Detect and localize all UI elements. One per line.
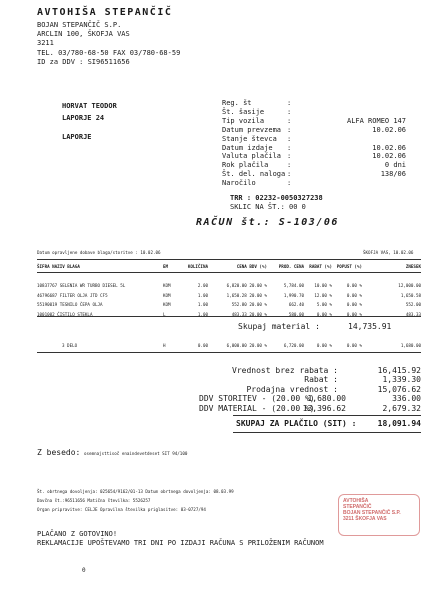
detail-colon: : <box>287 179 292 188</box>
payment-note: PLAČANO Z GOTOVINO! <box>37 530 118 538</box>
company-phone: TEL. 03/780-68-50 FAX 03/780-68-59 <box>37 49 181 57</box>
labor-cell: 0.00 % <box>346 343 362 348</box>
table-cell: 552.00 <box>405 302 421 308</box>
stamp-line: STEPANČIČ <box>343 504 372 510</box>
table-cell: 10837767 SELENIA WR TURBO DIESEL 5L <box>37 283 126 288</box>
detail-label: Datum izdaje <box>222 143 273 152</box>
company-stamp <box>338 494 420 536</box>
detail-label: Št. šasije <box>222 107 265 116</box>
labor-cell: 0.00 <box>197 343 208 348</box>
table-cell: 2.00 <box>197 283 208 288</box>
subtotal-label: Skupaj material : <box>238 322 320 331</box>
vat-base: 13,396.62 <box>302 403 346 413</box>
total-value: 16,415.92 <box>377 366 421 375</box>
detail-colon: : <box>287 116 292 125</box>
delivery-place-date: ŠKOFJA VAS, 10.02.06 <box>363 250 414 255</box>
detail-value: 0 dni <box>384 161 406 170</box>
table-cell: 1001002 ČISTILO STEKLA <box>37 311 93 317</box>
table-cell: KOM <box>163 292 171 298</box>
trr-account: TRR : 02232-0050327238 <box>230 194 323 202</box>
page-number: 0 <box>82 567 86 574</box>
labor-cell: 6,720.00 <box>283 343 304 348</box>
company-vat-id: ID za DDV : SI96511656 <box>37 58 130 66</box>
table-cell: 1.00 <box>197 292 208 298</box>
delivery-date-note: Datum opravljene dobave blaga/storitve : 10.02.06 <box>37 250 161 255</box>
detail-value: 138/06 <box>380 170 406 179</box>
detail-label: Valuta plačila <box>222 152 282 161</box>
company-address: ARCLIN 100, ŠKOFJA VAS <box>37 30 130 38</box>
column-header: EM <box>163 264 169 269</box>
column-header: CENA BDV (%) <box>236 264 267 269</box>
total-label: Prodajna vrednost : <box>246 384 338 394</box>
total-value: 336.00 <box>392 394 421 404</box>
table-cell: 0.00 % <box>346 302 362 308</box>
detail-label: Št. del. naloga <box>222 170 286 179</box>
stamp-line: 3211 ŠKOFJA VAS <box>343 516 387 522</box>
labor-cell: 1,680.00 <box>400 343 421 348</box>
total-value: 15,076.62 <box>377 384 421 394</box>
table-cell: KOM <box>163 283 171 288</box>
column-header: ŠIFRA NAZIV BLAGA <box>37 264 80 269</box>
customer-street: LAPORJE 24 <box>62 114 105 122</box>
detail-colon: : <box>287 107 292 116</box>
customer-city: LAPORJE <box>62 133 92 141</box>
grand-total-label: SKUPAJ ZA PLAČILO (SIT) : <box>236 419 357 428</box>
table-cell: 46796687 FILTER OLJA JTD CF5 <box>37 292 108 298</box>
total-label: Vrednost brez rabata : <box>232 366 338 375</box>
detail-colon: : <box>287 143 292 152</box>
table-cell: 0.00 % <box>316 311 332 317</box>
table-cell: 12,000.00 <box>398 283 421 288</box>
column-header: ZNESEK <box>405 264 421 269</box>
detail-colon: : <box>287 134 292 143</box>
table-cell: 0.00 % <box>346 283 362 288</box>
company-owner: BOJAN STEPANČIČ S.P. <box>37 21 122 29</box>
detail-label: Datum prevzema <box>222 125 282 134</box>
vat-label: DDV MATERIAL - (20.00 %) <box>199 403 315 413</box>
table-cell: 1.00 <box>197 311 208 317</box>
company-postal: 3211 <box>37 39 54 47</box>
labor-cell: 6,000.00 20.00 % <box>226 343 267 348</box>
table-cell: 5.00 % <box>316 302 332 308</box>
detail-colon: : <box>287 170 292 179</box>
reference-number: SKLIC NA ŠT.: 00 0 <box>230 203 306 211</box>
table-cell: 662.40 <box>288 302 304 308</box>
grand-total-value: 18,091.94 <box>377 419 421 428</box>
detail-colon: : <box>287 152 292 161</box>
amount-in-words-label: Z besedo: <box>37 448 81 457</box>
table-cell: 0.00 % <box>346 292 362 298</box>
table-cell: L <box>163 311 166 317</box>
detail-value: 10.02.06 <box>372 143 406 152</box>
total-value: 1,339.30 <box>382 375 421 385</box>
detail-label: Stanje števca <box>222 134 277 143</box>
labor-cell: 3 DELO <box>62 343 78 348</box>
table-cell: 1,990.70 <box>283 292 304 298</box>
column-header: RABAT (%) <box>309 264 332 269</box>
stamp-line: AVTOHIŠA <box>343 498 369 504</box>
table-cell: 12.00 % <box>314 292 332 298</box>
table-cell: 483.33 <box>405 311 421 317</box>
column-header: PROD. CENA <box>278 264 304 269</box>
column-header: KOLIČINA <box>187 264 208 269</box>
total-value: 2,679.32 <box>382 403 421 413</box>
subtotal-value: 14,735.91 <box>348 322 392 331</box>
table-cell: 483.33 20.00 % <box>231 311 267 317</box>
table-cell: 55190019 TESNILO ČEPA OLJA <box>37 302 103 308</box>
company-title: AVTOHIŠA STEPANČIČ <box>37 7 173 18</box>
footer-line: Davčna št.:96511656 Matična številka: 5526257 <box>37 498 151 503</box>
complaint-note: REKLAMACIJE UPOŠTEVAMO TRI DNI PO IZDAJI RAČUNA S PRILOŽENIM RAČUNOM <box>37 539 324 547</box>
table-cell: 552.80 20.00 % <box>231 302 267 308</box>
invoice-title: RAČUN št.: S-103/06 <box>196 217 339 228</box>
detail-label: Reg. št <box>222 99 252 107</box>
labor-cell: H <box>163 343 166 348</box>
customer-name: HORVAT TEODOR <box>62 102 117 110</box>
table-cell: 5,784.00 <box>283 283 304 288</box>
detail-value: 10.02.06 <box>372 152 406 161</box>
detail-colon: : <box>287 99 292 107</box>
detail-colon: : <box>287 125 292 134</box>
table-cell: 580.00 <box>288 311 304 317</box>
detail-label: Naročilo <box>222 179 256 188</box>
detail-value: 10.02.06 <box>372 125 406 134</box>
table-cell: 1.00 <box>197 302 208 308</box>
footer-line: Organ pripravitve: CELJE Opravilna številka priglasitve: 03-0727/94 <box>37 507 206 512</box>
vat-label: DDV STORITEV - (20.00 %) <box>199 394 315 404</box>
footer-line: Št. obrtnega dovoljenja: 025654/9162/01-13 Datum obrtnega dovoljenja: 08.03.99 <box>37 489 234 494</box>
labor-cell: 0.00 % <box>316 343 332 348</box>
column-header: POPUST (%) <box>336 264 362 269</box>
total-label: Rabat : <box>304 375 338 385</box>
detail-value: ALFA ROMEO 147 <box>346 116 406 125</box>
table-cell: 10.00 % <box>314 283 332 288</box>
amount-in-words: osemnajsttisoč enaindevetdeset SIT 94/100 <box>84 451 188 456</box>
detail-label: Tip vozila <box>222 116 265 125</box>
vat-base: 1,680.00 <box>307 394 346 404</box>
table-cell: KOM <box>163 302 171 308</box>
detail-label: Rok plačila <box>222 161 269 170</box>
table-cell: 1,650.28 20.00 % <box>226 292 267 298</box>
table-cell: 6,820.00 20.00 % <box>226 283 267 288</box>
table-cell: 1,650.58 <box>400 292 421 298</box>
detail-colon: : <box>287 161 292 170</box>
stamp-line: BOJAN STEPANČIČ S.P. <box>343 510 401 516</box>
table-cell: 0.00 % <box>346 311 362 317</box>
